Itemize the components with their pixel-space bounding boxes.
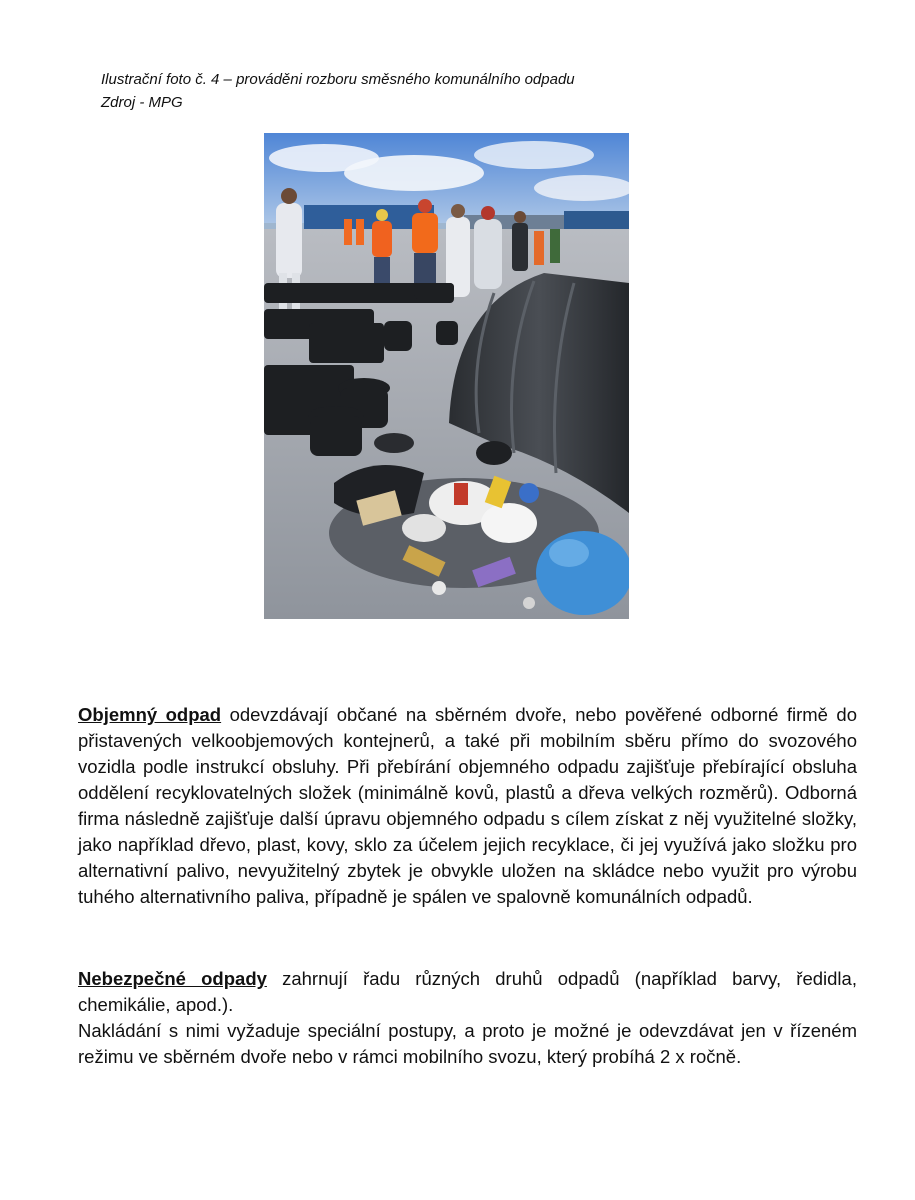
photo-caption — [101, 68, 575, 114]
bulky-waste-text: odevzdávají občané na sběrném dvoře, nebo pověřené odborné firmě do přistavených velkoobjemových kontejnerů, a také při mobilním sběru přímo do svozového vozidla podle instrukcí obsluhy. Při přebírání objemného odpadu zajišťuje přebírající obsluha oddělení recyklovatelných složek (minimálně kovů, plastů a dřeva velkých rozměrů). Odborná firma následně zajišťuje další úpravu objemného odpadu s cílem získat z něj využitelné složky, jako například dřevo, plast, kovy, sklo za účelem jejich recyklace, či jej využívá jako složku pro alternativní palivo, nevyužitelný zbytek je obvykle uložen na skládce nebo využit pro výrobu tuhého alternativního paliva, případně je spálen ve spalovně komunálních odpadů. — [78, 704, 857, 907]
photo-illustration — [264, 133, 629, 619]
hazardous-handling-paragraph: Nakládání s nimi vyžaduje speciální postupy, a proto je možné je odevzdávat jen v řízeném režimu ve sběrném dvoře nebo v rámci mobilního svozu, který probíhá 2 x ročně. — [78, 1020, 857, 1067]
caption-source: Zdroj - MPG — [101, 94, 183, 111]
bulky-waste-term: Objemný odpad — [78, 704, 222, 725]
caption-title: Ilustrační foto č. 4 – prováděni rozboru směsného komunálního odpadu — [101, 71, 575, 88]
hazardous-waste-text: zahrnují řadu různých druhů odpadů (například barvy, ředidla, chemikálie, apod.). — [78, 968, 857, 1015]
bulky-waste-paragraph — [78, 702, 857, 910]
waste-analysis-photo — [264, 133, 629, 619]
hazardous-waste-term: Nebezpečné odpady — [78, 968, 267, 989]
hazardous-waste-paragraph — [78, 966, 857, 1018]
